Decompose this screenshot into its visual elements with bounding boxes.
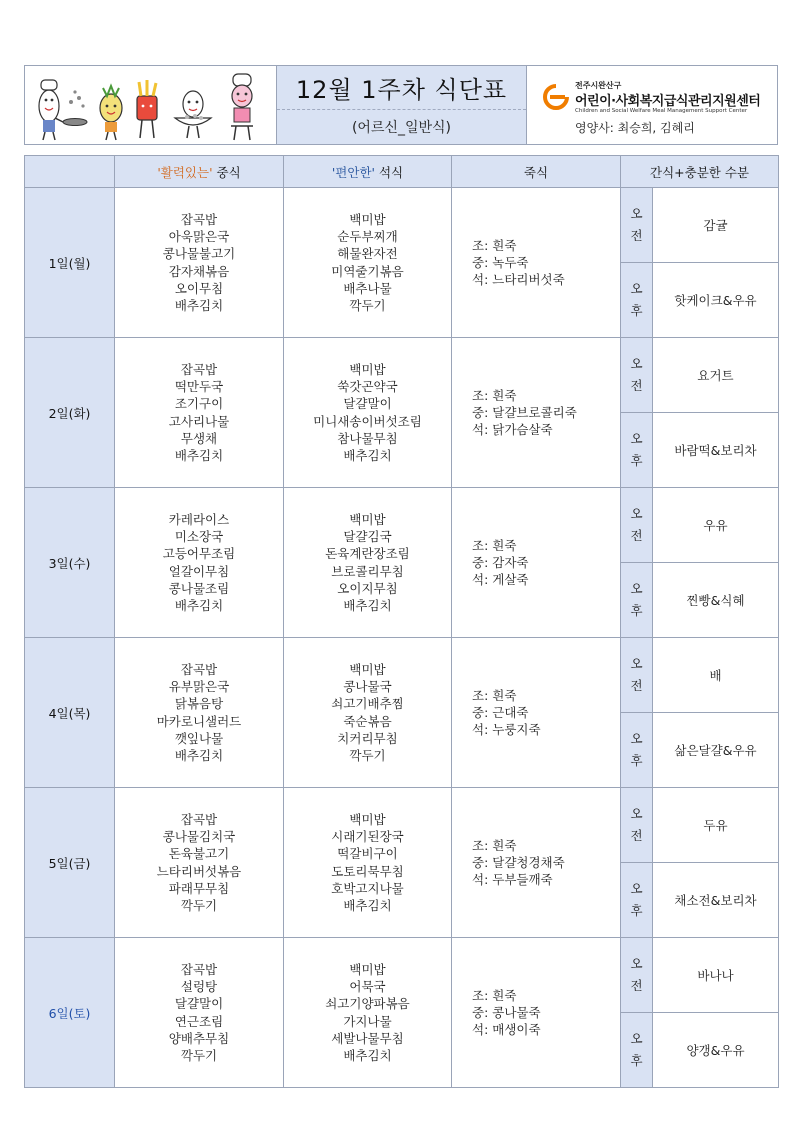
menu-item: 미역줄기볶음	[331, 263, 404, 279]
table-row	[25, 788, 779, 863]
day-label: 6일(토)	[25, 938, 115, 1088]
menu-item: 고등어무조림	[162, 546, 236, 562]
title-box	[277, 66, 527, 144]
menu-item: 백미밥	[349, 811, 386, 827]
menu-item: 배추김치	[174, 598, 224, 614]
menu-item: 고사리나물	[168, 413, 230, 429]
menu-item: 중: 콩나물죽	[472, 1004, 541, 1020]
menu-item: 조: 흰죽	[472, 537, 517, 553]
period-char: 전	[630, 228, 643, 243]
lunch-menu-cell	[115, 488, 284, 638]
snack-cell: 바람떡&보리차	[653, 413, 779, 488]
snack-cell: 요거트	[653, 338, 779, 413]
menu-item: 가지나물	[343, 1013, 392, 1029]
snack-cell: 두유	[653, 788, 779, 863]
menu-item: 콩나물조림	[168, 580, 230, 596]
table-row	[25, 638, 779, 713]
menu-item: 백미밥	[349, 361, 386, 377]
period-char: 오	[630, 881, 643, 896]
menu-item: 오이지무침	[337, 580, 398, 596]
period-label-pm	[621, 863, 653, 938]
menu-item: 잡곡밥	[180, 811, 218, 827]
menu-item: 닭볶음탕	[174, 696, 224, 712]
menu-item: 마카로니샐러드	[156, 713, 242, 729]
menu-item: 시래기된장국	[331, 828, 404, 844]
snack-cell: 핫케이크&우유	[653, 263, 779, 338]
period-char: 오	[630, 1031, 643, 1046]
menu-item: 배추김치	[174, 748, 224, 764]
period-label-pm	[621, 1013, 653, 1088]
period-label-am	[621, 788, 653, 863]
period-char: 후	[630, 1053, 643, 1068]
snack-cell: 찐빵&식혜	[653, 563, 779, 638]
period-char: 후	[630, 903, 643, 918]
menu-item: 쇠고기배추찜	[331, 696, 404, 712]
menu-item: 순두부찌개	[337, 228, 398, 244]
table-row	[25, 338, 779, 413]
jook-column-header: 죽식	[452, 156, 621, 188]
menu-item: 설렁탕	[180, 978, 218, 994]
dinner-menu-cell	[284, 338, 452, 488]
org-name: 어린이·사회복지급식관리지원센터	[575, 94, 761, 109]
menu-item: 참나물무침	[337, 430, 398, 446]
lunch-column-header: '활력있는' 중식	[115, 156, 284, 188]
menu-body	[25, 188, 779, 1088]
menu-item: 콩나물불고기	[162, 246, 236, 262]
day-label: 2일(화)	[25, 338, 115, 488]
lunch-menu-cell	[115, 938, 284, 1088]
period-label-am	[621, 338, 653, 413]
menu-item: 미니새송이버섯조림	[313, 413, 422, 429]
menu-item: 미소장국	[174, 528, 224, 544]
menu-item: 브로콜리무침	[331, 563, 404, 579]
menu-item: 백미밥	[349, 961, 386, 977]
menu-item: 어묵국	[349, 978, 386, 994]
menu-item: 무생채	[180, 430, 218, 446]
menu-item: 카레라이스	[168, 511, 230, 527]
menu-item: 쑥갓곤약국	[337, 378, 398, 394]
menu-item: 도토리묵무침	[331, 863, 404, 879]
dinner-menu-cell	[284, 188, 452, 338]
menu-item: 조: 흰죽	[472, 237, 517, 253]
menu-item: 파래무무침	[168, 880, 230, 896]
dinner-column-header: '편안한' 석식	[284, 156, 452, 188]
period-label-pm	[621, 413, 653, 488]
period-label-am	[621, 188, 653, 263]
dietitian-names: 영양사: 최승희, 김혜리	[575, 121, 695, 135]
day-label: 5일(금)	[25, 788, 115, 938]
period-char: 후	[630, 303, 643, 318]
day-label: 1일(월)	[25, 188, 115, 338]
menu-item: 석: 느타리버섯죽	[472, 272, 565, 288]
menu-item: 세발나물무침	[331, 1030, 404, 1046]
table-row	[25, 938, 779, 1013]
table-header-row	[25, 156, 779, 188]
jook-menu-cell	[452, 938, 621, 1088]
menu-item: 깍두기	[180, 898, 218, 914]
menu-item: 조: 흰죽	[472, 837, 517, 853]
menu-item: 돈육계란장조림	[325, 546, 410, 562]
day-column-header	[25, 156, 115, 188]
period-label-pm	[621, 713, 653, 788]
snack-cell: 감귤	[653, 188, 779, 263]
menu-item: 유부맑은국	[168, 678, 230, 694]
menu-item: 오이무침	[174, 280, 224, 296]
lunch-menu-cell	[115, 338, 284, 488]
menu-item: 달걀김국	[343, 528, 392, 544]
page-subtitle: (어르신_일반식)	[277, 110, 526, 144]
dinner-menu-cell	[284, 938, 452, 1088]
period-char: 후	[630, 453, 643, 468]
menu-item: 석: 누룽지죽	[472, 722, 541, 738]
menu-item: 조: 흰죽	[472, 687, 517, 703]
jook-menu-cell	[452, 488, 621, 638]
menu-item: 조: 흰죽	[472, 987, 517, 1003]
menu-item: 조: 흰죽	[472, 387, 517, 403]
period-char: 오	[630, 356, 643, 371]
menu-item: 달걀말이	[174, 996, 224, 1012]
dinner-menu-cell	[284, 488, 452, 638]
period-char: 오	[630, 506, 643, 521]
menu-item: 쇠고기양파볶음	[325, 996, 410, 1012]
menu-item: 중: 감자죽	[472, 554, 529, 570]
menu-item: 죽순볶음	[343, 713, 392, 729]
menu-item: 석: 매생이죽	[472, 1022, 541, 1038]
lunch-menu-cell	[115, 188, 284, 338]
period-char: 전	[630, 528, 643, 543]
lunch-menu-cell	[115, 638, 284, 788]
snack-cell: 바나나	[653, 938, 779, 1013]
snack-cell: 양갱&우유	[653, 1013, 779, 1088]
menu-item: 잡곡밥	[180, 661, 218, 677]
menu-item: 조기구이	[174, 396, 224, 412]
menu-item: 깍두기	[349, 748, 386, 764]
menu-item: 해물완자전	[337, 246, 398, 262]
period-char: 전	[630, 378, 643, 393]
menu-item: 배추김치	[343, 448, 392, 464]
jook-menu-cell	[452, 188, 621, 338]
snack-cell: 채소전&보리차	[653, 863, 779, 938]
menu-item: 돈육불고기	[168, 846, 230, 862]
page-title: 12월 1주차 식단표	[277, 66, 526, 110]
period-char: 전	[630, 978, 643, 993]
menu-item: 얼갈이무침	[168, 563, 230, 579]
menu-item: 치커리무침	[337, 730, 398, 746]
menu-item: 중: 달걀브로콜리죽	[472, 404, 577, 420]
day-label: 4일(목)	[25, 638, 115, 788]
snack-cell: 우유	[653, 488, 779, 563]
period-char: 오	[630, 581, 643, 596]
period-char: 오	[630, 656, 643, 671]
period-char: 오	[630, 281, 643, 296]
jook-menu-cell	[452, 788, 621, 938]
org-district: 전주시완산구	[575, 81, 622, 90]
snack-cell: 배	[653, 638, 779, 713]
menu-item: 배추김치	[343, 1048, 392, 1064]
snack-cell: 삶은달걀&우유	[653, 713, 779, 788]
period-char: 후	[630, 753, 643, 768]
menu-item: 콩나물김치국	[162, 828, 236, 844]
menu-item: 중: 근대죽	[472, 704, 529, 720]
org-logo-block	[527, 66, 777, 144]
menu-item: 깻잎나물	[174, 730, 224, 746]
dinner-menu-cell	[284, 788, 452, 938]
menu-item: 깍두기	[180, 1048, 218, 1064]
menu-item: 연근조림	[174, 1013, 224, 1029]
day-label: 3일(수)	[25, 488, 115, 638]
menu-item: 배추김치	[343, 898, 392, 914]
menu-item: 백미밥	[349, 511, 386, 527]
menu-item: 양배추무침	[168, 1030, 230, 1046]
menu-item: 호박고지나물	[331, 880, 404, 896]
menu-item: 석: 게살죽	[472, 572, 529, 588]
weekly-menu-table	[24, 155, 779, 1088]
period-label-pm	[621, 263, 653, 338]
menu-item: 중: 달걀청경채죽	[472, 854, 565, 870]
period-char: 전	[630, 828, 643, 843]
menu-item: 콩나물국	[343, 678, 392, 694]
menu-item: 배추나물	[343, 280, 392, 296]
org-logo-icon	[541, 82, 571, 112]
snack-column-header: 간식+충분한 수분	[621, 156, 779, 188]
menu-item: 잡곡밥	[180, 211, 218, 227]
period-label-am	[621, 938, 653, 1013]
org-english-name: Children and Social Welfare Meal Management Support Center	[575, 108, 748, 114]
period-char: 후	[630, 603, 643, 618]
period-label-am	[621, 488, 653, 563]
table-row	[25, 188, 779, 263]
menu-item: 깍두기	[349, 298, 386, 314]
jook-menu-cell	[452, 638, 621, 788]
menu-item: 잡곡밥	[180, 361, 218, 377]
period-label-pm	[621, 563, 653, 638]
menu-item: 떡만두국	[174, 378, 224, 394]
menu-item: 떡갈비구이	[337, 846, 398, 862]
period-char: 오	[630, 206, 643, 221]
jook-menu-cell	[452, 338, 621, 488]
menu-item: 잡곡밥	[180, 961, 218, 977]
menu-item: 달걀말이	[343, 396, 392, 412]
menu-item: 중: 녹두죽	[472, 254, 529, 270]
lunch-menu-cell	[115, 788, 284, 938]
chef-characters-icon	[25, 66, 277, 146]
table-row	[25, 488, 779, 563]
period-char: 오	[630, 731, 643, 746]
menu-item: 배추김치	[343, 598, 392, 614]
dinner-menu-cell	[284, 638, 452, 788]
menu-item: 아욱맑은국	[168, 228, 230, 244]
menu-item: 배추김치	[174, 298, 224, 314]
period-char: 오	[630, 956, 643, 971]
menu-item: 백미밥	[349, 211, 386, 227]
menu-item: 배추김치	[174, 448, 224, 464]
menu-item: 석: 닭가슴살죽	[472, 422, 553, 438]
period-label-am	[621, 638, 653, 713]
menu-item: 느타리버섯볶음	[156, 863, 242, 879]
period-char: 전	[630, 678, 643, 693]
menu-item: 감자채볶음	[168, 263, 230, 279]
menu-item: 석: 두부들깨죽	[472, 872, 553, 888]
period-char: 오	[630, 431, 643, 446]
chef-cartoon-illustration	[25, 66, 277, 144]
menu-item: 백미밥	[349, 661, 386, 677]
menu-header	[24, 65, 778, 145]
period-char: 오	[630, 806, 643, 821]
